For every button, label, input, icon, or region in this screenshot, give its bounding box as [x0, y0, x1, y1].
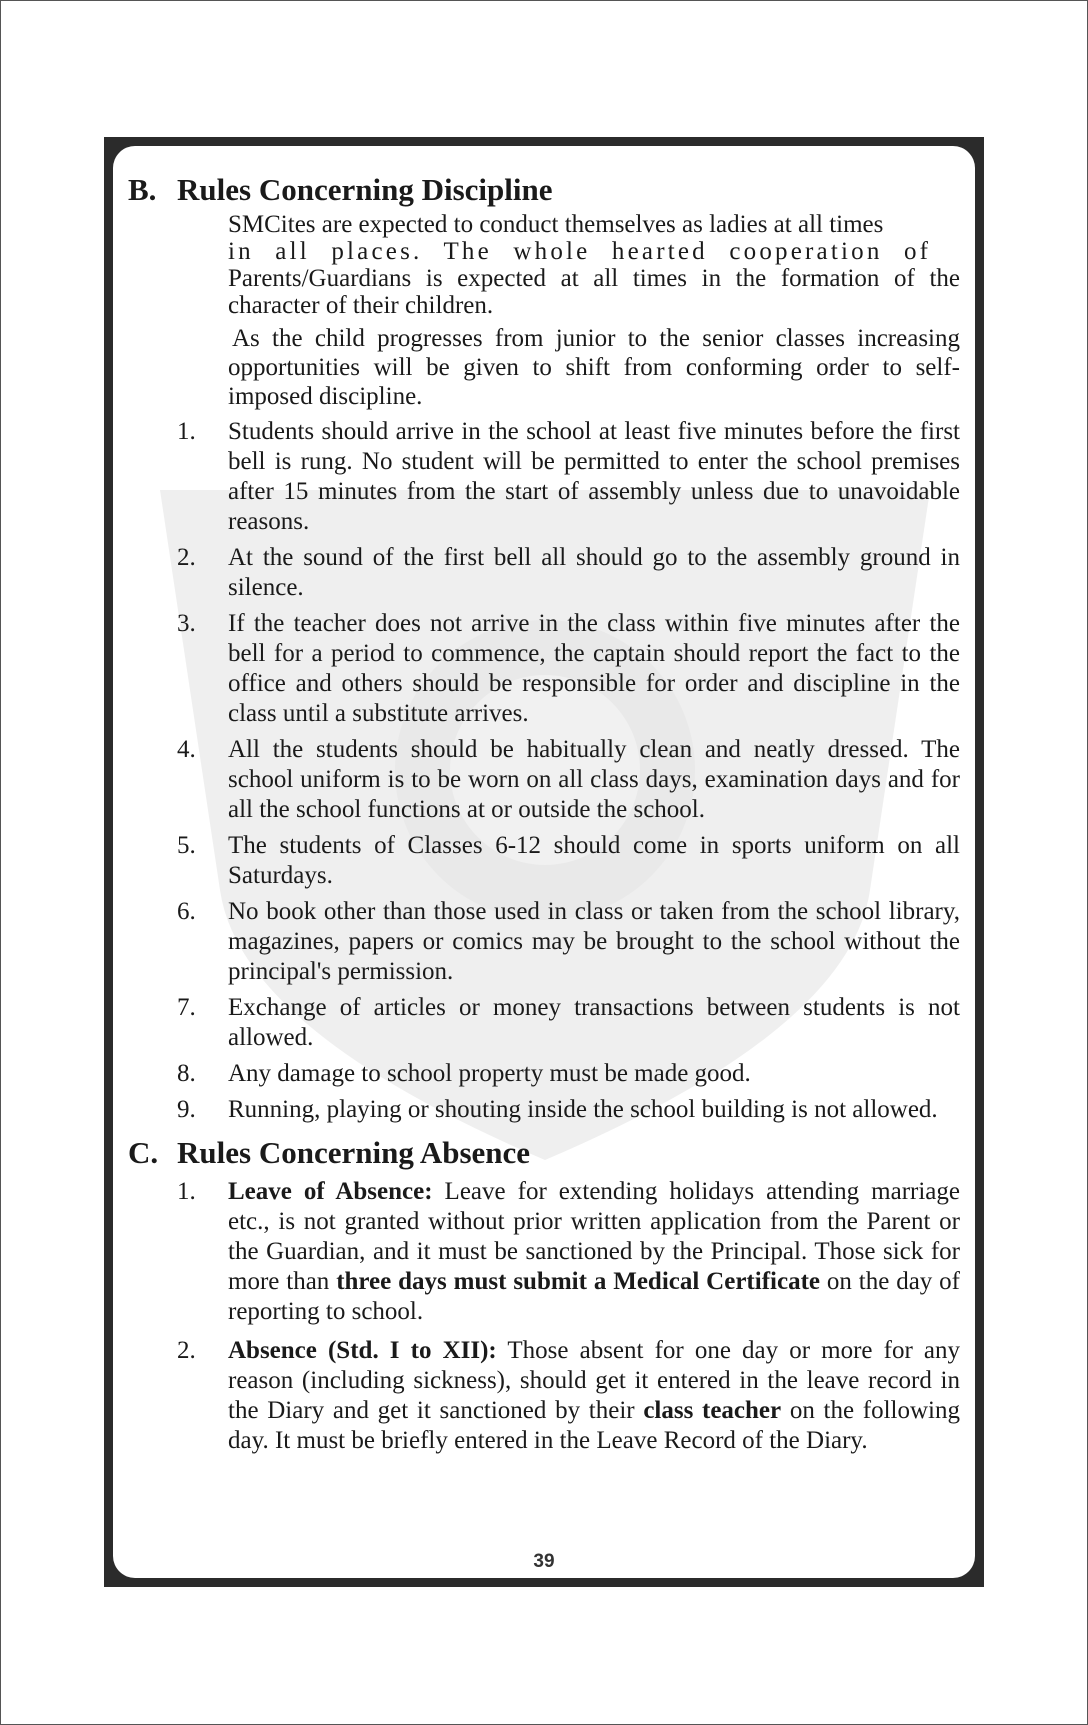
- section-b-heading: [128, 172, 960, 208]
- rule-bold-lead: Absence (Std. I to XII):: [228, 1337, 497, 1364]
- rule-text: Students should arrive in the school at least five minutes before the first bell is rung. No student will be permitted to enter the school premises after 15 minutes from the start of assembly unless due to unavoidable reasons.: [228, 418, 960, 535]
- section-b-title: Rules Concerning Discipline: [177, 172, 553, 207]
- list-number: 9.: [177, 1096, 196, 1123]
- list-number: 1.: [177, 418, 196, 445]
- rule-text: on the day of reporting to school.: [228, 1268, 960, 1325]
- discipline-rule-6: [128, 897, 960, 987]
- list-number: 7.: [177, 994, 196, 1021]
- discipline-rules-list: [128, 417, 960, 1125]
- rule-bold-emphasis: three days must submit a Medical Certificate: [336, 1268, 820, 1295]
- page-number: 39: [533, 1551, 555, 1572]
- section-b-letter: B.: [128, 172, 157, 207]
- discipline-rule-5: [128, 831, 960, 891]
- discipline-rule-3: [128, 609, 960, 729]
- list-number: 2.: [177, 544, 196, 571]
- discipline-rule-1: [128, 417, 960, 537]
- rule-text: No book other than those used in class or taken from the school library, magazines, papers or comics may be brought to the school without the principal's permission.: [228, 898, 960, 985]
- discipline-progress-paragraph: As the child progresses from junior to the senior classes increasing opportunities will be given to shift from conforming order to self-imposed discipline.: [228, 325, 960, 410]
- discipline-rule-8: [128, 1059, 960, 1089]
- rule-bold-emphasis: class teacher: [643, 1397, 782, 1424]
- discipline-rule-9: [128, 1095, 960, 1125]
- rule-bold-lead: Leave of Absence:: [228, 1178, 433, 1205]
- discipline-rule-4: [128, 735, 960, 825]
- rule-text: At the sound of the first bell all should go to the assembly ground in silence.: [228, 544, 960, 601]
- page-content: [128, 172, 960, 1456]
- rule-text: on the following day. It must be briefly entered in the Leave Record of the Diary.: [228, 1397, 960, 1454]
- list-number: 8.: [177, 1060, 196, 1087]
- list-number: 2.: [177, 1337, 196, 1364]
- section-c-heading: [128, 1135, 960, 1171]
- rule-text: All the students should be habitually clean and neatly dressed. The school uniform is to be worn on all class days, examination days and for all the school functions at or outside the school.: [228, 736, 960, 823]
- rule-text: Running, playing or shouting inside the school building is not allowed.: [228, 1096, 938, 1123]
- discipline-intro-paragraph: [228, 211, 960, 319]
- discipline-intro-line2: in all places. The whole hearted cooperation of: [228, 238, 932, 265]
- discipline-rule-2: [128, 543, 960, 603]
- absence-rule-1: [128, 1177, 960, 1327]
- absence-rule-2: [128, 1336, 960, 1456]
- list-number: 4.: [177, 736, 196, 763]
- discipline-intro-rest: Parents/Guardians is expected at all times in the formation of the character of their children.: [228, 265, 960, 319]
- list-number: 5.: [177, 832, 196, 859]
- list-number: 6.: [177, 898, 196, 925]
- rule-text: Any damage to school property must be made good.: [228, 1060, 751, 1087]
- section-c-title: Rules Concerning Absence: [177, 1135, 531, 1170]
- rule-text: If the teacher does not arrive in the class within five minutes after the bell for a period to commence, the captain should report the fact to the office and others should be responsible for order and discipline in the class until a substitute arrives.: [228, 610, 960, 727]
- discipline-rule-7: [128, 993, 960, 1053]
- rule-text: The students of Classes 6-12 should come in sports uniform on all Saturdays.: [228, 832, 960, 889]
- discipline-intro-line1: SMCites are expected to conduct themselves as ladies at all times: [228, 211, 884, 238]
- list-number: 1.: [177, 1178, 196, 1205]
- list-number: 3.: [177, 610, 196, 637]
- rule-text: Exchange of articles or money transactions between students is not allowed.: [228, 994, 960, 1051]
- rule-text: Leave for extending holidays attending marriage etc., is not granted without prior written application from the Parent or the Guardian, and it must be sanctioned by the Principal. Those sick for more than: [228, 1178, 960, 1295]
- rule-text: Those absent for one day or more for any reason (including sickness), should get it entered in the leave record in the Diary and get it sanctioned by their: [228, 1337, 960, 1424]
- section-c-letter: C.: [128, 1135, 159, 1170]
- absence-rules-list: [128, 1177, 960, 1456]
